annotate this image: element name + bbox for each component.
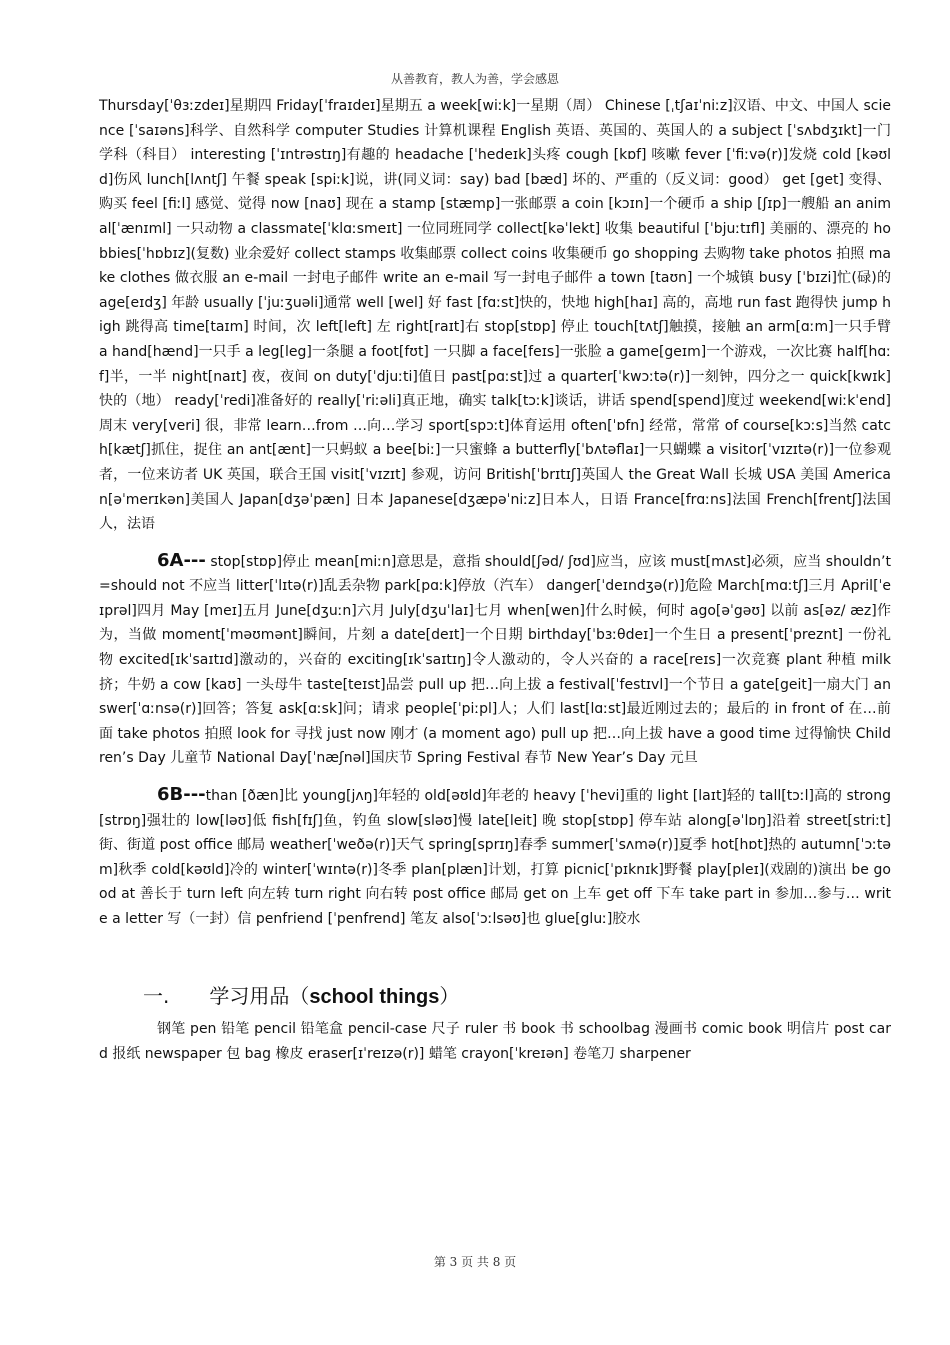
section-6a-heading: 6A--- xyxy=(157,549,206,571)
page-header: 从善教育，教人为善，学会感恩 xyxy=(390,72,559,86)
section-one-title-close: ） xyxy=(439,983,460,1008)
section-one-title xyxy=(143,980,891,1009)
vocabulary-paragraph-5b: Thursday[ˈθɜːzdeɪ]星期四 Friday[ˈfraɪdeɪ]星期五 a week[wiːk]一星期（周） Chinese [ˌtʃaɪˈniːz]汉语、中文、中国人 science [ˈsaɪəns]科学、自然科学 computer Studies 计算机课程 English 英语、英国的、英国人的 a subject [ˈsʌbdʒɪkt]一门学科（科目） interesting [ˈɪntrəstɪŋ]有趣的 headache [ˈhedeɪk]头疼 cough [kɒf] 咳嗽 fever [ˈfiːvə(r)]发烧 cold [kəʊld]伤风 lunch[lʌntʃ] 午餐 speak [spiːk]说，讲(同义词：say) bad [bæd] 坏的、严重的（反义词：good） get [get] 变得、购买 feel [fiːl] 感觉、觉得 now [naʊ] 现在 a stamp [stæmp]一张邮票 a coin [kɔɪn]一个硬币 a ship [ʃɪp]一艘船 an animal[ˈænɪml] 一只动物 a classmate[ˈklɑːsmeɪt] 一位同班同学 collect[kəˈlekt] 收集 beautiful [ˈbjuːtɪfl] 美丽的、漂亮的 hobbies[ˈhɒbɪz](复数) 业余爱好 collect stamps 收集邮票 collect coins 收集硬币 go shopping 去购物 take photos 拍照 make clothes 做衣服 an e-mail 一封电子邮件 write an e-mail 写一封电子邮件 a town [taʊn] 一个城镇 busy [ˈbɪzi]忙(碌)的 age[eɪdʒ] 年龄 usually [ˈjuːʒuəli]通常 well [wel] 好 fast [fɑːst]快的，快地 high[haɪ] 高的，高地 run fast 跑得快 jump high 跳得高 time[taɪm] 时间，次 left[left] 左 right[raɪt]右 stop[stɒp] 停止 touch[tʌtʃ]触摸，接触 an arm[ɑːm]一只手臂 a hand[hænd]一只手 a leg[leg]一条腿 a foot[fʊt] 一只脚 a face[feɪs]一张脸 a game[geɪm]一个游戏，一次比赛 half[hɑːf]半，一半 night[naɪt] 夜，夜间 on duty[ˈdjuːti]值日 past[pɑːst]过 a quarter[ˈkwɔːtə(r)]一刻钟，四分之一 quick[kwɪk] 快的（地） ready[ˈredi]准备好的 really[ˈriːəli]真正地，确实 talk[tɔːk]谈话，讲话 spend[spend]度过 weekend[wiːkˈend]周末 very[veri] 很，非常 learn…from …向…学习 sport[spɔːt]体育运用 often[ˈɒfn] 经常，常常 of course[kɔːs]当然 catch[kætʃ]抓住，捉住 an ant[ænt]一只蚂蚁 a bee[biː]一只蜜蜂 a butterfly[ˈbʌtəflaɪ]一只蝴蝶 a visitor[ˈvɪzɪtə(r)]一位参观者，一位来访者 UK 英国，联合王国 visit[ˈvɪzɪt] 参观，访问 British[ˈbrɪtɪʃ]英国人 the Great Wall 长城 USA 美国 American[əˈmerɪkən]美国人 Japan[dʒəˈpæn] 日本 Japanese[dʒæpəˈniːz]日本人，日语 France[frɑːns]法国 French[frentʃ]法国人，法语 xyxy=(99,98,891,533)
section-6a-text: stop[stɒp]停止 mean[miːn]意思是，意指 should[ʃəd/ ʃʊd]应当，应该 must[mʌst]必须，应当 shouldn’t=should not 不应当 litter[ˈlɪtə(r)]乱丢杂物 park[pɑːk]停放（汽车） danger[ˈdeɪndʒə(r)]危险 March[mɑːtʃ]三月 April[ˈeɪprəl]四月 May [meɪ]五月 June[dʒuːn]六月 July[dʒuˈlaɪ]七月 when[wen]什么时候，何时 ago[əˈgəʊ] 以前 as[əz/ æz]作为，当做 moment[ˈməʊmənt]瞬间，片刻 a date[deɪt]一个日期 birthday[ˈbɜːθdeɪ]一个生日 a present[ˈpreznt] 一份礼物 excited[ɪkˈsaɪtɪd]激动的，兴奋的 exciting[ɪkˈsaɪtɪŋ]令人激动的，令人兴奋的 a race[reɪs]一次竞赛 plant 种植 milk 挤；牛奶 a cow [kaʊ] 一头母牛 taste[teɪst]品尝 pull up 把…向上拔 a festival[ˈfestɪvl]一个节日 a gate[geit]一扇大门 answer[ˈɑːnsə(r)]回答；答复 ask[ɑːsk]问；请求 people[ˈpiːpl]人；人们 last[lɑːst]最近刚过去的；最后的 in front of 在…前面 take photos 拍照 look for 寻找 just now 刚才 (a moment ago) pull up 把…向上拔 have a good time 过得愉快 Children’s Day 儿童节 National Day[ˈnæʃnəl]国庆节 Spring Festival 春节 New Year’s Day 元旦 xyxy=(99,553,891,767)
page-footer: 第 3 页 共 8 页 xyxy=(433,1255,517,1269)
section-6b-text: than [ðæn]比 young[jʌŋ]年轻的 old[əʊld]年老的 heavy [ˈhevi]重的 light [laɪt]轻的 tall[tɔːl]高的 strong [strɒŋ]强壮的 low[ləʊ]低 fish[fɪʃ]鱼，钓鱼 slow[sləʊ]慢 late[leit] 晚 stop[stɒp] 停车站 along[əˈlɒŋ]沿着 street[striːt]街、街道 post office 邮局 weather[ˈweðə(r)]天气 spring[sprɪŋ]春季 summer[ˈsʌmə(r)]夏季 hot[hɒt]热的 autumn[ˈɔːtəm]秋季 cold[kəʊld]冷的 winter[ˈwɪntə(r)]冬季 plan[plæn]计划，打算 picnic[ˈpɪknɪk]野餐 play[pleɪ](戏剧的)演出 be good at 善长于 turn left 向左转 turn right 向右转 post office 邮局 get on 上车 get off 下车 take part in 参加…参与… write a letter 写（一封）信 penfriend [ˈpenfrend] 笔友 also[ˈɔːlsəʊ]也 glue[gluː]胶水 xyxy=(99,788,891,927)
section-one-title-cn: 一. 学习用品（ xyxy=(143,983,310,1008)
school-things-list: 钢笔 pen 铅笔 pencil 铅笔盒 pencil-case 尺子 ruler 书 book 书 schoolbag 漫画书 comic book 明信片 post card 报纸 newspaper 包 bag 橡皮 eraser[ɪˈreɪzə(r)] 蜡笔 crayon[ˈkreɪən] 卷笔刀 sharpener xyxy=(99,1020,891,1063)
vocabulary-section-6a xyxy=(99,549,891,771)
vocabulary-content xyxy=(99,94,891,1068)
section-6b-heading: 6B--- xyxy=(157,784,206,806)
vocabulary-section-6b xyxy=(99,783,891,932)
section-one-title-en: school things xyxy=(309,985,440,1008)
